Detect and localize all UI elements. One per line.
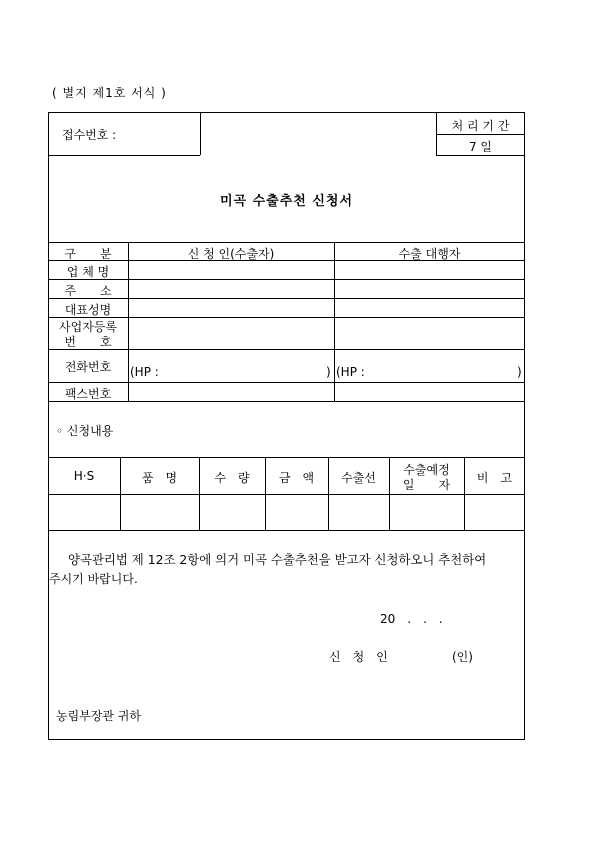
seal-label: (인) bbox=[452, 650, 473, 664]
processing-period-label: 처 리 기 간 bbox=[451, 119, 510, 133]
processing-period-value: 7 일 bbox=[468, 140, 493, 154]
col-header-amount: 금 액 bbox=[278, 471, 315, 485]
header-category: 구 분 bbox=[64, 247, 112, 261]
divider bbox=[436, 155, 525, 156]
applicant-hp-close: ) bbox=[326, 365, 331, 379]
row-label-business-reg-line2: 번 호 bbox=[64, 335, 112, 349]
addressee: 농림부장관 귀하 bbox=[56, 709, 141, 723]
divider bbox=[464, 457, 465, 530]
col-header-item: 품 명 bbox=[141, 471, 178, 485]
col-header-export-date-line2: 일 자 bbox=[402, 478, 451, 492]
signer-label: 신 청 인 bbox=[329, 650, 388, 664]
divider bbox=[199, 457, 200, 530]
form-title: 미곡 수출추천 신청서 bbox=[219, 194, 354, 209]
date-line: 20 . . . bbox=[380, 612, 443, 626]
row-label-phone: 전화번호 bbox=[64, 360, 112, 374]
col-header-remarks: 비 고 bbox=[476, 471, 513, 485]
applicant-hp-field: (HP : bbox=[130, 365, 159, 379]
col-header-hs: H·S bbox=[73, 469, 95, 483]
divider bbox=[200, 112, 201, 155]
application-content-label: ◦ 신청내용 bbox=[56, 424, 114, 438]
declaration-text-line1: 양곡관리법 제 12조 2항에 의거 미곡 수출추천을 받고자 신청하오니 추천하여 bbox=[68, 552, 487, 567]
receipt-number-label: 접수번호 : bbox=[62, 128, 117, 142]
divider bbox=[120, 457, 121, 530]
col-header-export-date-line1: 수출예정 bbox=[403, 463, 450, 477]
agent-hp-close: ) bbox=[517, 365, 522, 379]
divider bbox=[265, 457, 266, 530]
divider bbox=[334, 242, 335, 401]
row-label-fax: 팩스번호 bbox=[64, 387, 112, 401]
form-label: ( 별지 제1호 서식 ) bbox=[52, 86, 167, 100]
declaration-text-line2: 주시기 바랍니다. bbox=[49, 572, 138, 586]
divider bbox=[48, 155, 200, 156]
divider bbox=[48, 242, 525, 243]
header-applicant: 신 청 인(수출자) bbox=[187, 247, 275, 261]
row-label-business-reg-line1: 사업자등록 bbox=[59, 320, 117, 334]
agent-hp-field: (HP : bbox=[336, 365, 365, 379]
divider bbox=[328, 457, 329, 530]
header-export-agent: 수출 대행자 bbox=[398, 247, 461, 261]
divider bbox=[436, 134, 525, 135]
divider bbox=[128, 242, 129, 401]
col-header-quantity: 수 량 bbox=[214, 471, 250, 485]
row-label-representative: 대표성명 bbox=[64, 303, 112, 317]
divider bbox=[48, 382, 525, 383]
divider bbox=[48, 530, 525, 531]
row-label-address: 주 소 bbox=[64, 284, 112, 298]
row-label-company: 업 체 명 bbox=[66, 265, 110, 279]
col-header-destination: 수출선 bbox=[341, 471, 376, 485]
